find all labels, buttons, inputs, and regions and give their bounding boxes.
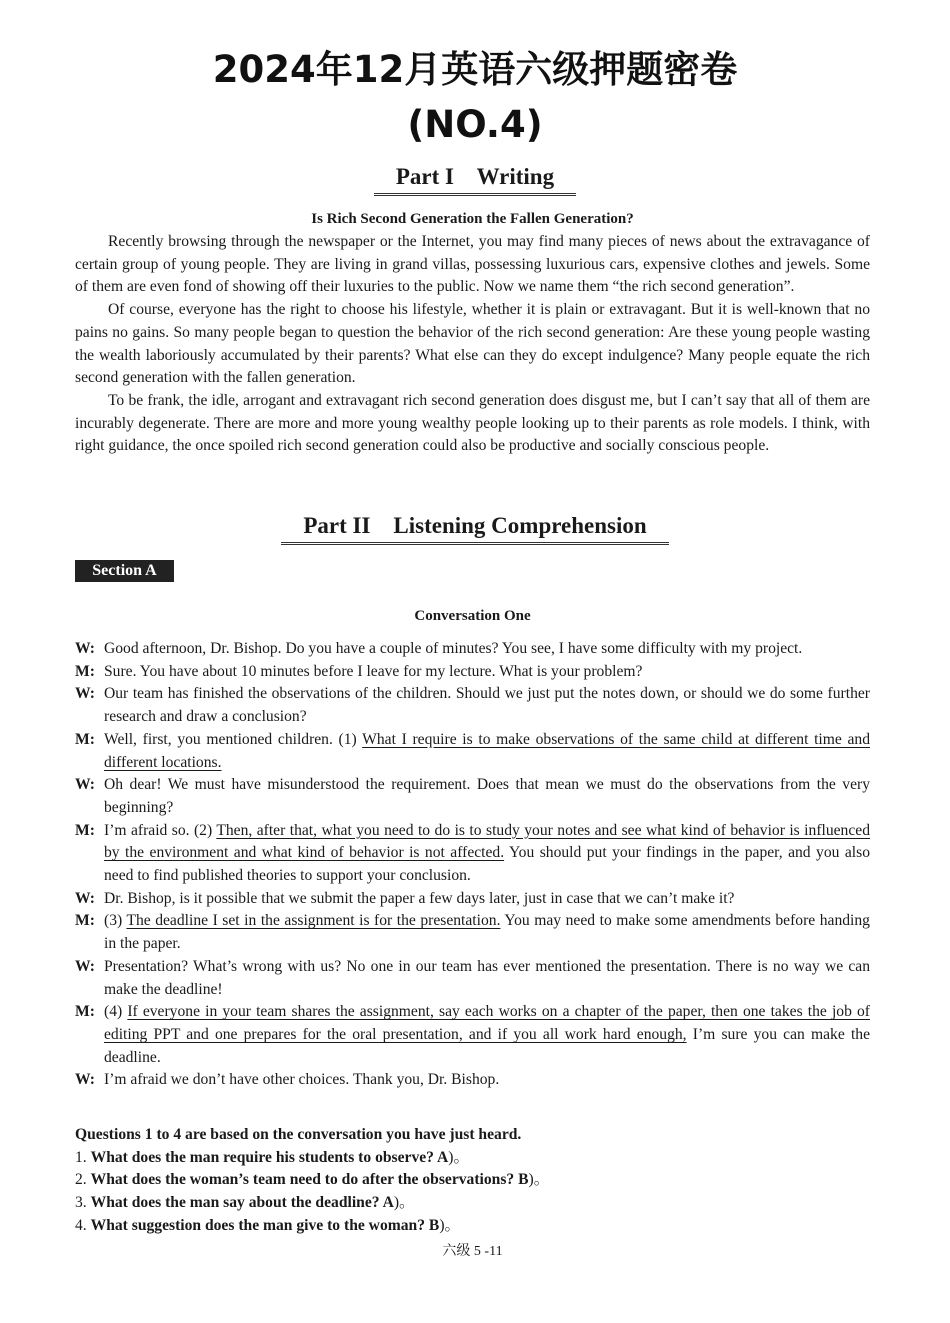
dialog-line [75,661,870,684]
dialog-line [75,683,870,728]
dialog-text-plain: Oh dear! We must have misunderstood the requirement. Does that mean we must do the observations from the very beginning? [104,776,870,816]
part1-heading [0,163,950,196]
answer-underlined-text: Then, after that, what you need to do is to study your notes and see what kind of behavior is influenced by the environment and what kind of behavior is not affected. [104,821,870,862]
question-number: 4. [75,1216,91,1234]
dialog-text [104,910,870,955]
dialog-text [104,774,870,819]
essay-body [75,231,870,458]
essay-title: Is Rich Second Generation the Fallen Generation? [311,211,634,227]
question-text: What does the man require his students to observe? [90,1148,437,1166]
essay-paragraph: Recently browsing through the newspaper or the Internet, you may find many pieces of news about the extravagance of certain group of young people. They are living in grand villas, possessing luxurious cars, expensive clothes and jewels. Some of them are even fond of showing off their luxuries to the public. Now we name them “the rich second generation”. [75,233,870,296]
dialog-line [75,910,870,955]
dialog-text [104,888,870,911]
dialog-text-plain: Dr. Bishop, is it possible that we submit the paper a few days later, just in case that we can’t make it? [104,889,735,907]
dialog-text-plain: (3) [104,912,127,930]
question-text: What does the woman’s team need to do after the observations? [90,1171,519,1189]
part2-heading [0,512,950,545]
questions-block [75,1124,870,1238]
dialog-text-plain: You should put your findings in the paper, and you also need to find published theories to support your conclusion. [104,844,870,885]
question-answer: A)。 [382,1194,415,1212]
question-answer: B)。 [518,1171,550,1189]
essay-paragraph: Of course, everyone has the right to choose his lifestyle, whether it is plain or extravagant. But it is well-known that no pains no gains. So many people began to question the behavior of the rich second generation: Are these young people wasting the wealth laboriously accumulated by their parents? What else can they do except indulgence? Many people equate the rich second generation with the fallen generation. [75,301,870,387]
question-number: 2. [75,1171,91,1189]
speaker-label: M: [75,821,95,839]
question-text: What suggestion does the man give to the woman? [90,1216,429,1234]
exam-title: 2024年12月英语六级押题密卷 [212,48,738,91]
dialog-line [75,820,870,888]
answer-underlined-text: What I require is to make observations of the same child at different time and different locations. [104,730,870,771]
dialog-line [75,956,870,1001]
questions-intro: Questions 1 to 4 are based on the conversation you have just heard. [75,1126,522,1143]
dialog-line [75,1069,870,1092]
dialog-text-plain: Presentation? What’s wrong with us? No one in our team has ever mentioned the presentation. There is no way we can make the deadline! [104,957,870,998]
speaker-label: M: [75,912,95,930]
speaker-label: W: [75,776,95,794]
dialog-line [75,888,870,911]
dialog-line [75,729,870,774]
dialog-text [104,661,870,684]
dialog-text [104,638,870,661]
dialog-text [104,956,870,1001]
answer-underlined-text: If everyone in your team shares the assignment, say each works on a chapter of the paper, then one takes the job of editing PPT and one prepares for the oral presentation, and if you all work hard enough, [104,1003,870,1043]
speaker-label: W: [75,640,95,657]
question-answer: B)。 [428,1216,461,1234]
part2-heading-text: Part II Listening Comprehension [281,512,668,545]
question-item [75,1147,870,1170]
dialog-text [104,683,870,728]
dialog-text-plain: Well, first, you mentioned children. (1) [104,730,363,748]
question-number: 3. [75,1194,91,1212]
speaker-label: W: [75,1071,95,1089]
exam-number: (NO.4) [407,103,543,146]
answer-underlined-text: The deadline I set in the assignment is for the presentation. [126,912,501,930]
dialog-text [104,820,870,888]
dialog-text-plain: Sure. You have about 10 minutes before I leave for my lecture. What is your problem? [104,662,643,680]
speaker-label: W: [75,957,95,975]
speaker-label: M: [75,730,95,748]
conversation-title: Conversation One [414,608,531,624]
dialog-line [75,638,870,661]
essay-paragraph: To be frank, the idle, arrogant and extravagant rich second generation does disgust me, but I can’t say that all of them are incurably degenerate. There are more and more young wealthy people looking up to their parents as role models. I think, with right guidance, the once spoiled rich second generation could also be productive and socially conscious people. [75,391,870,455]
dialog-line [75,774,870,819]
question-number: 1. [75,1148,91,1166]
page-footer: 六级 5 -11 [442,1244,503,1259]
dialog-line [75,1001,870,1069]
question-item [75,1192,870,1215]
question-text: What does the man say about the deadline? [90,1194,383,1212]
speaker-label: W: [75,889,95,907]
dialog-text-plain: I’m afraid we don’t have other choices. Thank you, Dr. Bishop. [104,1071,500,1089]
dialog-text-plain: (4) [104,1003,128,1021]
dialog-text-plain: I’m afraid so. (2) [104,821,217,839]
section-a-label: Section A [75,560,174,582]
dialog-transcript [75,638,870,1092]
dialog-text-plain: You may need to make some amendments before handing in the paper. [104,912,870,953]
speaker-label: M: [75,662,95,680]
dialog-text-plain: Our team has finished the observations of the children. Should we just put the notes down, or should we do some further research and draw a conclusion? [104,685,870,726]
question-answer: A)。 [437,1148,470,1166]
dialog-text-plain: I’m sure you can make the deadline. [104,1025,870,1066]
dialog-text [104,729,870,774]
part1-heading-text: Part I Writing [374,163,576,196]
question-item [75,1169,870,1192]
dialog-text [104,1001,870,1069]
dialog-text-plain: Good afternoon, Dr. Bishop. Do you have a couple of minutes? You see, I have some difficulty with my project. [104,640,803,657]
speaker-label: M: [75,1003,95,1021]
speaker-label: W: [75,685,95,703]
question-item [75,1215,870,1238]
dialog-text [104,1069,870,1092]
